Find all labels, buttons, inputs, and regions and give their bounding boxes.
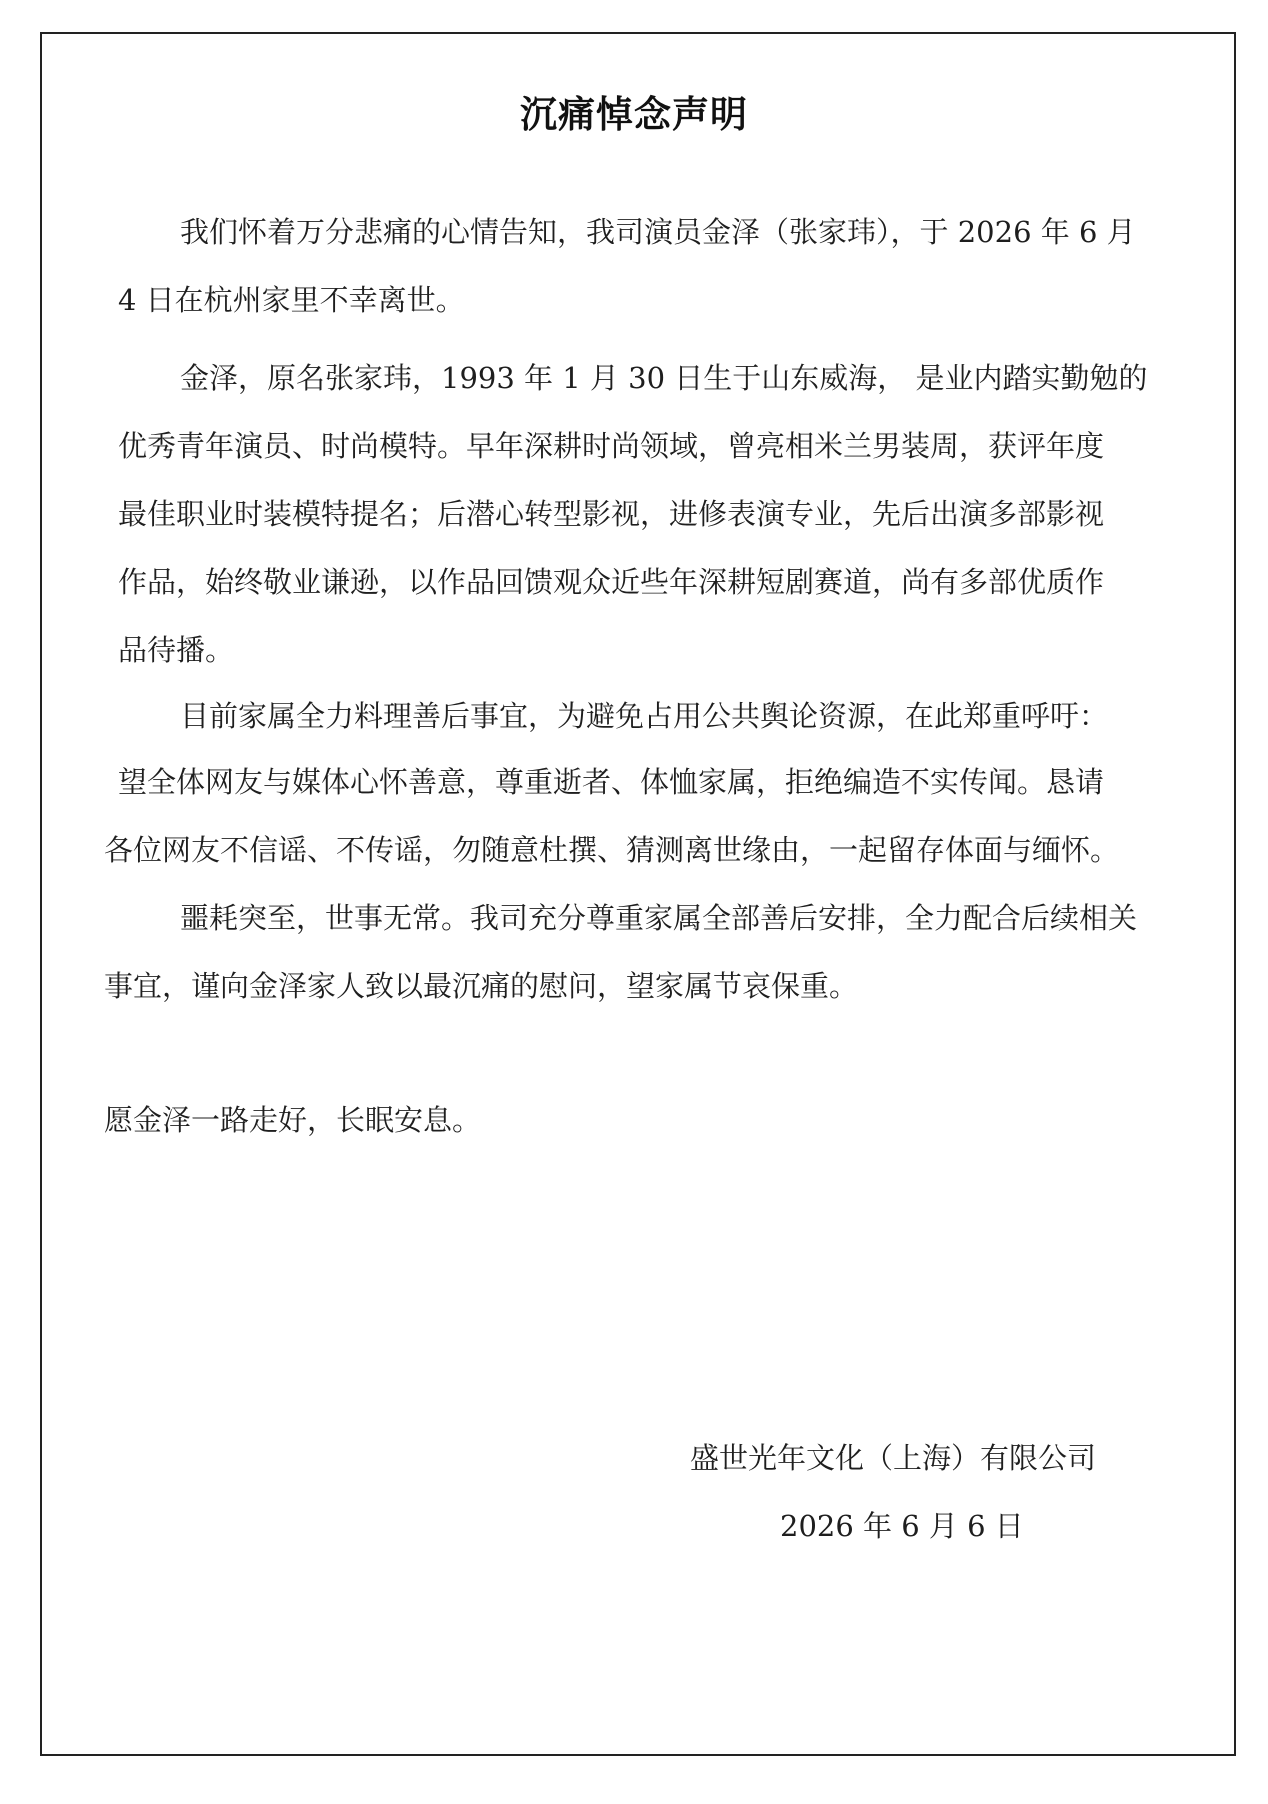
body-line-7: 品待播。 bbox=[118, 633, 235, 667]
document-title: 沉痛悼念声明 bbox=[520, 93, 748, 136]
body-line-12: 事宜，谨向金泽家人致以最沉痛的慰问，望家属节哀保重。 bbox=[104, 969, 859, 1003]
body-line-4: 优秀青年演员、时尚模特。早年深耕时尚领域，曾亮相米兰男装周，获评年度 bbox=[118, 429, 1105, 463]
body-line-2: 4 日在杭州家里不幸离世。 bbox=[118, 283, 465, 317]
signature-date: 2026 年 6 月 6 日 bbox=[780, 1509, 1024, 1543]
body-line-8: 目前家属全力料理善后事宜，为避免占用公共舆论资源，在此郑重呼吁： bbox=[180, 699, 1109, 733]
body-line-11: 噩耗突至，世事无常。我司充分尊重家属全部善后安排，全力配合后续相关 bbox=[180, 901, 1138, 935]
signature-company: 盛世光年文化（上海）有限公司 bbox=[690, 1441, 1097, 1475]
body-line-9: 望全体网友与媒体心怀善意，尊重逝者、体恤家属，拒绝编造不实传闻。恳请 bbox=[118, 765, 1105, 799]
body-line-10: 各位网友不信谣、不传谣，勿随意杜撰、猜测离世缘由，一起留存体面与缅怀。 bbox=[104, 833, 1120, 867]
body-line-1: 我们怀着万分悲痛的心情告知，我司演员金泽（张家玮），于 2026 年 6 月 bbox=[180, 215, 1136, 249]
closing-line: 愿金泽一路走好，长眠安息。 bbox=[104, 1103, 482, 1137]
body-line-3: 金泽，原名张家玮，1993 年 1 月 30 日生于山东威海， 是业内踏实勤勉的 bbox=[180, 361, 1148, 395]
body-line-5: 最佳职业时装模特提名；后潜心转型影视，进修表演专业，先后出演多部影视 bbox=[118, 497, 1105, 531]
body-line-6: 作品，始终敬业谦逊，以作品回馈观众近些年深耕短剧赛道，尚有多部优质作 bbox=[118, 565, 1105, 599]
